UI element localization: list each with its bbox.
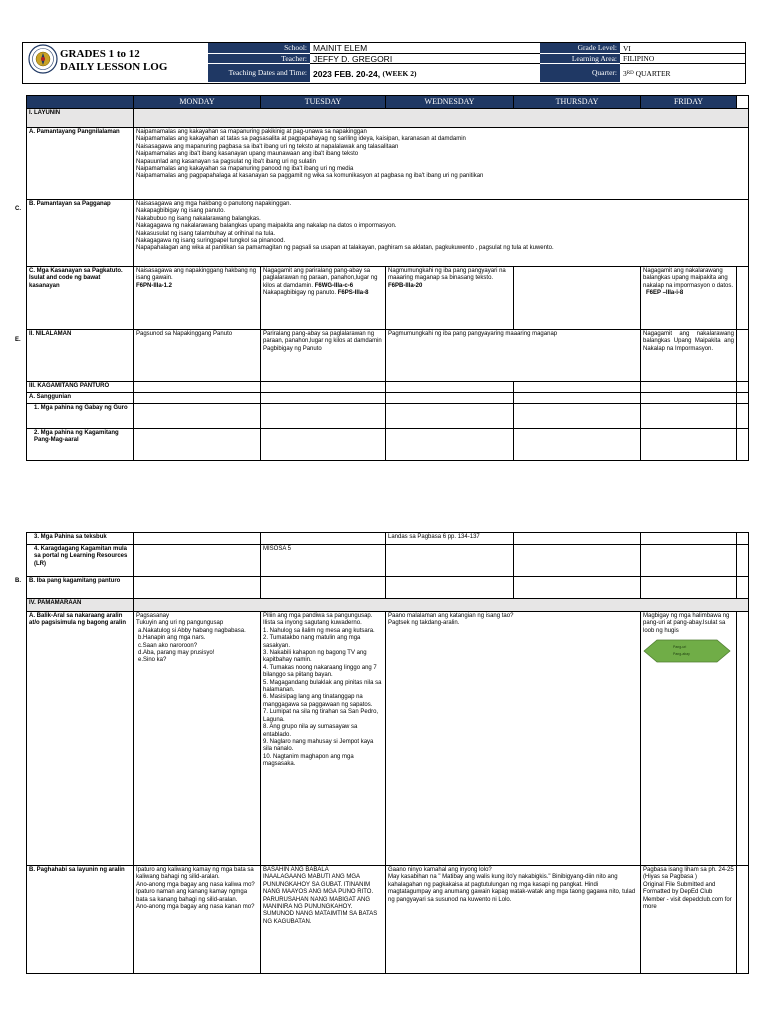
deped-seal-icon [28,44,58,74]
dates-text: 2023 FEB. 20-24, [313,68,381,79]
kagamitan-pang-thu [514,429,641,461]
quarter-suffix: RD [626,71,634,76]
paghahabi-row [27,866,749,974]
area-value: FILIPINO [620,54,745,64]
form-title-line1: GRADES 1 to 12 [60,48,140,60]
teksbuk-end [737,533,749,545]
hexagon-shape-icon [643,638,731,664]
quarter-label: Quarter: [540,64,620,83]
kasanayan-tuesday-code1: F6WG-IIIa-c-6 [314,282,354,289]
pamamaraan-label: IV. PAMAMARAAN [27,599,134,612]
sanggunian-end [737,393,749,404]
quarter-word: QUARTER [635,69,671,78]
pamantayang-row [27,128,749,200]
teacher-label: Teacher: [208,54,310,64]
balik-row [27,612,749,866]
kagamitan-pang-tue [261,429,386,461]
paghahabi-tuesday: BASAHIN ANG BABALA INAALAGAANG MABUTI ANG MGA PUNUNGKAHOY SA GUBAT. ITINANIM NANG MAAYOS ANG MGA PUNO RITO. PARURUSAHAN NANG MABIGAT ANG MANINIRA NG PUNUNGKAHOY. SUMUNOD NANG MATAIMTIM SA BATAS NG KAGUBATAN. [261,866,386,974]
kasanayan-friday [641,267,737,330]
kasanayan-tuesday [261,267,386,330]
form-title-line2: DAILY LESSON LOG [60,61,168,73]
kasanayan-monday-code: F6PN-IIIa-1.2 [136,282,173,289]
balik-monday-list: a.Nakatulog si Abby habang nagbabasa. b.Hanapin ang mga nars. c.Saan ako naroroon? d.Aba, parang may prusisyo! e.Sino ka? [138,627,246,664]
kasanayan-monday-text: Naisasagawa ang napakinggang hakbang ng isang gawain. [136,268,257,282]
nilalaman-wednesday: Pagmumungkahi ng iba pang pangyayaring maaaring maganap [386,330,641,382]
gabay-mon [134,404,261,429]
balik-monday-head: Pagsasanay Tukuyin ang uri ng pangungusap [136,613,224,627]
iba-wed [386,577,514,599]
shape-text-pang-abay: Pang-abay [673,652,690,657]
sanggunian-row [27,393,749,404]
lesson-table-page1 [26,95,749,461]
teksbuk-fri [641,533,737,545]
teacher-value: JEFFY D. GREGORI [310,54,540,64]
sanggunian-label: A. Sanggunian [27,393,134,404]
gabay-wed [386,404,514,429]
teksbuk-tue [261,533,386,545]
pamantayang-text: Naipamamalas ang kakayahan sa mapanuring pakikinig at pag-unawa sa napakinggan Naipamamalas ang kakayahan at tatas sa pagsasalita at pagpapahayag ng sariling ideya, kaisipan, karanasan at damdamin Naisasagawa ang mapanuring pagbasa sa iba't ibang uri ng teksto at napalalawak ang talasalitaan Naipamamalas ang iba't ibang kasanayan upang maunawaan ang iba't ibang teksto Napauunlad ang kasanayan sa pagsulat ng iba't ibang uri ng sulatin Naipamamalas ang kakayahan sa mapanuring panood ng iba't ibang uri ng media Naipamamalas ang pagpapahalaga at kasanayan sa paggamit ng wika sa komunikasyon at pagbasa ng iba't ibang uri ng panitikan [134,128,749,200]
kagamitan-pang-fri [641,429,737,461]
kasanayan-row [27,267,749,330]
kasanayan-wednesday-text: Nagmumungkahi ng iba pang pangyayari na maaaring maganap sa binasang teksto. [388,268,506,282]
kagamitan-end [737,382,749,393]
iba-fri [641,577,737,599]
school-value: MAINIT ELEM [310,43,540,54]
grade-value: VI [620,43,745,54]
iba-row [27,577,749,599]
balik-end [737,612,749,866]
lr-label: 4. Karagdagang Kagamitan mula sa portal ng Learning Resources (LR) [27,545,134,577]
dates-value [310,64,540,83]
paghahabi-label: B. Paghahabi sa layunin ng aralin [27,866,134,974]
kasanayan-thursday [514,267,641,330]
shape-text-pang-uri: Pang-uri [673,645,687,650]
day-header-blank [27,96,134,109]
kasanayan-end [737,267,749,330]
pamamaraan-row [27,599,749,612]
kasanayan-tuesday-text: Nagagamit ang pariralang pang-abay sa paglalarawan ng paraan, panahon,lugar ng kilos at damdamin. [263,268,378,289]
lr-mon [134,545,261,577]
gabay-fri [641,404,737,429]
teksbuk-mon [134,533,261,545]
kagamitan-row [27,382,749,393]
quarter-number: 3 [623,69,627,78]
lr-row [27,545,749,577]
pamamaraan-blank [134,599,749,612]
lr-thu [514,545,641,577]
balik-friday-text: Magbigay ng mga halimbawa ng pang-uri at pang-abay.Isulat sa loob ng hugis [643,613,730,634]
balik-tuesday: Piliin ang mga pandiwa sa pangungusap. Ilista sa inyong sagutang kuwaderno. 1. Nahulog sa ilalim ng mesa ang kutsara. 2. Tumatakbo nang matulin ang mga sasakyan. 3. Nakabili kahapon ng bagong TV ang kapitbahay namin. 4. Tumakas noong nakaraang linggo ang 7 bilanggo sa piitang bayan. 5. Magagandang bulaklak ang pinitas nila sa halamanan. 6. Masisipag lang ang tinatanggap na manggagawa sa paggawaan ng sapatos. 7. Lumipat na sila ng tirahan sa San Pedro, Laguna. 8. Ang grupo nila ay sumasayaw sa entablado. 9. Naglaro nang mahusay si Jempot kaya sila nanalo. 10. Nagtanim maghapon ang mga magsasaka. [261,612,386,866]
gabay-end [737,404,749,429]
iba-tue [261,577,386,599]
kasanayan-friday-text: Nagagamit ang nakalarawang balangkas upang maipakita ang nakalap na impormasyon o datos. [643,268,734,289]
kagamitan-pang-label: 2. Mga pahina ng Kagamitang Pang-Mag-aaral [27,429,134,461]
marker-e: E. [15,337,21,343]
teksbuk-thu [514,533,641,545]
nilalaman-tuesday: Pariralang pang-abay sa paglalarawan ng paraan, panahon,lugar ng kilos at damdamin Pagbibigay ng Panuto [261,330,386,382]
day-header-thursday: THURSDAY [514,96,641,109]
kasanayan-wednesday [386,267,514,330]
kagamitan-fri [641,382,737,393]
lr-fri [641,545,737,577]
teksbuk-label: 3. Mga Pahina sa teksbuk [27,533,134,545]
paghahabi-friday: Pagbasa isang liham sa ph. 24-25 (Hiyas sa Pagbasa ) Original File Submitted and Formatted by DepEd Club Member - visit depedclub.com for more [641,866,737,974]
day-header-friday: FRIDAY [641,96,737,109]
layunin-blank [134,109,749,128]
nilalaman-friday: Nagagamit ang nakalarawang balangkas Upang Maipakita ang Nakalap na Impormasyon. [641,330,737,382]
gabay-row [27,404,749,429]
teksbuk-wednesday: Landas sa Pagbasa 6 pp. 134-137 [386,533,514,545]
marker-b: B. [15,578,21,584]
kasanayan-monday [134,267,261,330]
day-header-row [27,96,749,109]
day-header-monday: MONDAY [134,96,261,109]
lr-end [737,545,749,577]
day-header-tuesday: TUESDAY [261,96,386,109]
paghahabi-end [737,866,749,974]
balik-friday [641,612,737,866]
iba-mon [134,577,261,599]
area-label: Learning Area: [540,54,620,64]
balik-wednesday: Paano malalaman ang katangian ng isang tao? Pagtsek ng takdang-aralin. [386,612,641,866]
kagamitan-pang-end [737,429,749,461]
kagamitan-label: III. KAGAMITANG PANTURO [27,382,134,393]
nilalaman-monday: Pagsunod sa Napakinggang Panuto [134,330,261,382]
pamantayang-label: A. Pamantayang Pangnilalaman [27,128,134,200]
iba-end [737,577,749,599]
kasanayan-wednesday-code: F6PB-IIIa-20 [388,282,423,289]
layunin-label: I. LAYUNIN [27,109,134,128]
sanggunian-wed [386,393,514,404]
kagamitan-tue [261,382,386,393]
paghahabi-wednesday: Gaano ninyo kamahal ang inyong lolo? May kasabihan na " Matibay ang walis kung ito'y nakabigkis." Binibigyang-diin nito ang kahalagahan ng pagkakaisa at pagtutulungan ng mga kasapi ng pangkat. Hindi magtatagumpay ang anumang gawain kapag watak-watak ang mga taong gagawa nito, tulad ng pangyayari sa susunod na kuwento ni Lolo. [386,866,641,974]
lr-tuesday: MISOSA 5 [261,545,386,577]
teksbuk-row [27,533,749,545]
quarter-value [620,64,745,83]
day-header-end [737,96,749,109]
gabay-tue [261,404,386,429]
grade-label: Grade Level: [540,43,620,54]
balik-monday [134,612,261,866]
school-label: School: [208,43,310,54]
nilalaman-end [737,330,749,382]
kasanayan-label: C. Mga Kasanayan sa Pagkatuto. Isulat and code ng bawat kasanayan [27,267,134,330]
kagamitan-pang-row [27,429,749,461]
lr-wed [386,545,514,577]
kagamitan-pang-mon [134,429,261,461]
kasanayan-tuesday-text2: Nakapagbibigay ng panuto. [263,290,337,297]
pagganap-label: B. Pamantayan sa Pagganap [27,200,134,267]
iba-thu [514,577,641,599]
pagganap-row [27,200,749,267]
kagamitan-pang-wed [386,429,514,461]
gabay-thu [514,404,641,429]
lesson-table-page2 [26,532,749,974]
kagamitan-wed [386,382,514,393]
kasanayan-tuesday-code2: F6PS-IIIa-8 [337,290,369,297]
layunin-row [27,109,749,128]
week-text: (WEEK 2) [382,69,417,78]
pagganap-text: Naisasagawa ang mga hakbang o panutong napakinggan. Nakapagbibigay ng isang panuto. Nakabubuo ng isang nakalarawang balangkas. Nakagagawa ng nakalarawang balangkas upang maipakita ang nakalap na datos o impormasyon. Nakasusulat ng isang talambuhay at orihinal na tula. Nakagagawa ng isang suringpapel tungkol sa pinanood. Napapahalagan ang wika at panitikan sa pamamagitan ng pagsali sa usapan at talakayan, paghiram sa aklatan, pagkukuwento , pagsulat ng tula at kuwento. [134,200,749,267]
nilalaman-label: II. NILALAMAN [27,330,134,382]
sanggunian-thu [514,393,641,404]
kasanayan-friday-code: F6EP –IIIa-i-8 [646,290,684,297]
gabay-label: 1. Mga pahina ng Gabay ng Guro [27,404,134,429]
kagamitan-mon [134,382,261,393]
sanggunian-tue [261,393,386,404]
paghahabi-monday: Ipaturo ang kaliwang kamay ng mga bata sa kaliwang bahagi ng silid-aralan. Ano-anong mga bagay ang nasa kaliwa mo? Ipaturo naman ang kanang kamay ngmga bata sa kanang bahagi ng silid-aralan. Ano-anong mga bagay ang nasa kanan mo? [134,866,261,974]
marker-c: C. [15,206,21,212]
sanggunian-fri [641,393,737,404]
iba-label: B. Iba pang kagamitang panturo [27,577,134,599]
day-header-wednesday: WEDNESDAY [386,96,514,109]
kagamitan-thu [514,382,641,393]
balik-label: A. Balik-Aral sa nakaraang aralin at/o pagsisimula ng bagong aralin [27,612,134,866]
sanggunian-mon [134,393,261,404]
dates-label: Teaching Dates and Time: [208,64,310,83]
nilalaman-row [27,330,749,382]
